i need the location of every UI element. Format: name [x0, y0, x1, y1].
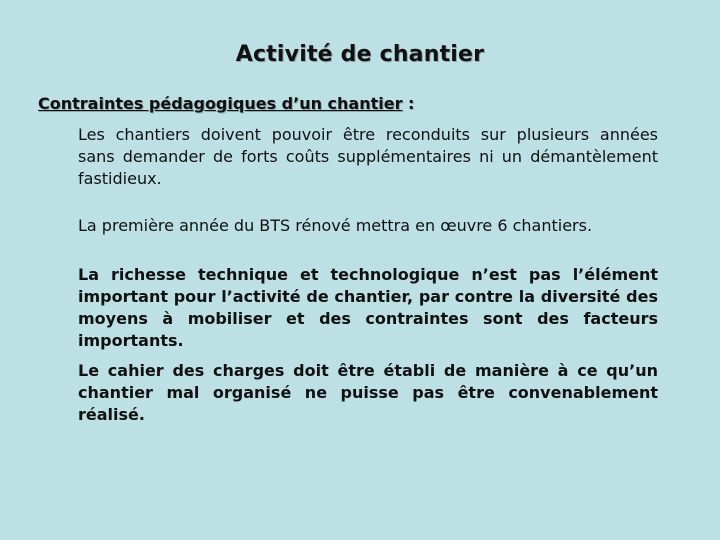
paragraph-specification: Le cahier des charges doit être établi de manière à ce qu’un chantier mal organisé ne puisse pas être convenablement réalisé. [78, 361, 658, 424]
paragraph-diversity: La richesse technique et technologique n’est pas l’élément important pour l’activité de chantier, par contre la diversité des moyens à mobiliser et des contraintes sont des facteurs importants. [78, 265, 658, 350]
paragraph-first-year: La première année du BTS rénové mettra en œuvre 6 chantiers. [78, 216, 593, 235]
paragraph-reconduction: Les chantiers doivent pouvoir être reconduits sur plusieurs années sans demander de forts coûts supplémentaires ni un démantèlement fastidieux. [78, 125, 658, 188]
section-heading [38, 94, 414, 113]
section-heading-text: Contraintes pédagogiques d’un chantier [38, 94, 403, 113]
section-heading-colon: : [402, 94, 415, 113]
slide-title: Activité de chantier [235, 42, 485, 67]
